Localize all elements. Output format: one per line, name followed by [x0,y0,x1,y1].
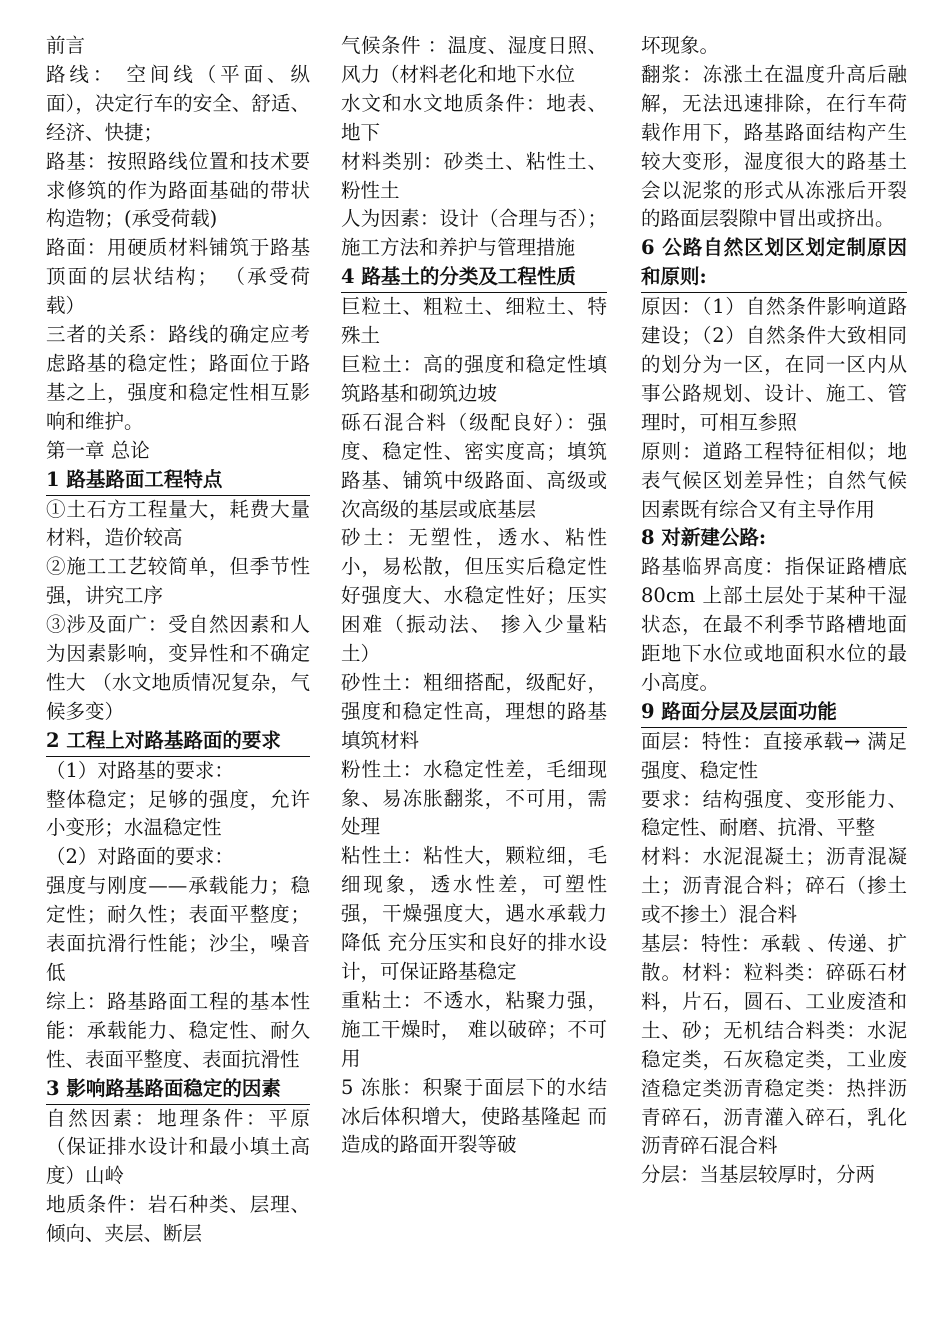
paragraph: 巨粒土：高的强度和稳定性填筑路基和砌筑边坡 [341,352,607,405]
paragraph: 面层：特性：直接承载→ 满足强度、稳定性 [641,729,907,782]
paragraph: 水文和水文地质条件：地表、地下 [341,91,607,144]
paragraph: 综上：路基路面工程的基本性能：承载能力、稳定性、耐久性、表面平整度、表面抗滑性 [46,989,310,1071]
text-column-3 [641,32,907,1190]
paragraph: 要求：结构强度、变形能力、稳定性、耐磨、抗滑、平整 [641,787,907,840]
paragraph: 砂性土：粗细搭配，级配好，强度和稳定性高，理想的路基填筑材料 [341,670,607,752]
section-heading: 3 影响路基路面稳定的因素 [46,1075,310,1105]
paragraph: 路基：按照路线位置和技术要求修筑的作为路面基础的带状构造物；(承受荷载) [46,149,310,231]
paragraph: 气候条件 ：温度、湿度日照、风力（材料老化和地下水位 [341,34,607,86]
paragraph: 地质条件：岩石种类、层理、倾向、夹层、断层 [46,1193,310,1246]
paragraph: 路面：用硬质材料铺筑于路基顶面的层状结构； （承受荷载） [46,236,310,318]
paragraph: ③涉及面广：受自然因素和人为因素影响，变异性和不确定性大 （水文地质情况复杂，气候多变） [46,613,310,723]
paragraph: 路基临界高度：指保证路槽底 80cm 上部土层处于某种干湿状态，在最不利季节路槽地面距地下水位或地面积水位的最小高度。 [641,555,907,694]
paragraph: ②施工工艺较简单，但季节性强，讲究工序 [46,555,310,608]
paragraph: ①土石方工程量大，耗费大量材料，造价较高 [46,497,310,550]
paragraph: 路线： 空间线（平面、纵面），决定行车的安全、舒适、经济、快捷； [46,62,310,144]
paragraph: 材料类别：砂类土、粘性土、粉性土 [341,149,607,202]
paragraph: 砂土：无塑性，透水、粘性小，易松散，但压实后稳定性好强度大、水稳定性好；压实困难（振动法、 掺入少量粘土） [341,526,607,666]
paragraph: 材料：水泥混凝土；沥青混凝土；沥青混合料；碎石（掺土或不掺土）混合料 [641,845,907,927]
paragraph: 第一章 总论 [46,438,150,462]
text-column-1 [46,32,310,1249]
paragraph: 整体稳定；足够的强度，允许小变形；水温稳定性 [46,787,310,840]
paragraph: 强度与刚度——承载能力；稳定性；耐久性；表面平整度；表面抗滑行性能；沙尘，噪音低 [46,874,310,984]
paragraph: 三者的关系：路线的确定应考虑路基的稳定性；路面位于路基之上，强度和稳定性相互影响和维护。 [46,323,310,433]
section-heading: 6 公路自然区划区划定制原因和原则: [641,234,907,293]
paragraph: 坏现象。 [641,34,720,57]
paragraph: 粘性土：粘性大，颗粒细，毛细现象，透水性差，可塑性强，干燥强度大，遇水承载力降低 充分压实和良好的排水设计，可保证路基稳定 [341,844,607,983]
paragraph: 前言 [46,34,86,57]
paragraph: （2）对路面的要求： [46,845,234,869]
section-heading: 2 工程上对路基路面的要求 [46,727,310,757]
section-heading: 4 路基土的分类及工程性质 [341,263,607,293]
section-heading: 1 路基路面工程特点 [46,466,310,496]
paragraph: 翻浆：冻涨土在温度升高后融解，无法迅速排除，在行车荷载作用下，路基路面结构产生较大变形，湿度很大的路基土会以泥浆的形式从冻涨后开裂的路面层裂隙中冒出或挤出。 [641,62,907,231]
paragraph: 人为因素：设计（合理与否）；施工方法和养护与管理措施 [341,207,607,260]
paragraph: 粉性土：水稳定性差，毛细现象、易冻胀翻浆，不可用，需处理 [341,757,607,839]
paragraph: 重粘土：不透水，粘聚力强，施工干燥时， 难以破碎；不可用 [341,988,607,1070]
paragraph: 原因：（1）自然条件影响道路建设；（2）自然条件大致相同的划分为一区，在同一区内从事公路规划、设计、施工、管理时，可相互参照 [641,295,907,434]
section-heading: 9 路面分层及层面功能 [641,698,907,728]
paragraph: 巨粒土、粗粒土、细粒土、特殊土 [341,295,607,348]
paragraph: （1）对路基的要求： [46,758,234,782]
paragraph: 原则：道路工程特征相似；地表气候区划差异性；自然气候因素既有综合又有主导作用 [641,439,907,521]
paragraph: 基层：特性：承载 、传递、扩散。材料：粒料类：碎砾石材料，片石，圆石、工业废渣和土、砂；无机结合料类：水泥稳定类，石灰稳定类，工业废渣稳定类沥青稳定类：热拌沥青碎石，沥青灌入碎石，乳化沥青碎石混合料 [641,932,907,1158]
paragraph: 自然因素：地理条件：平原（保证排水设计和最小填土高度）山岭 [46,1106,310,1188]
paragraph: 8 对新建公路: [641,526,767,550]
paragraph: 砾石混合料（级配良好）：强度、稳定性、密实度高；填筑路基、铺筑中级路面、高级或次高级的基层或底基层 [341,410,607,521]
text-column-2 [341,32,607,1160]
paragraph: 分层：当基层较厚时，分两 [641,1163,876,1187]
paragraph: 5 冻胀：积聚于面层下的水结冰后体积增大，使路基隆起 而造成的路面开裂等破 [341,1075,607,1157]
